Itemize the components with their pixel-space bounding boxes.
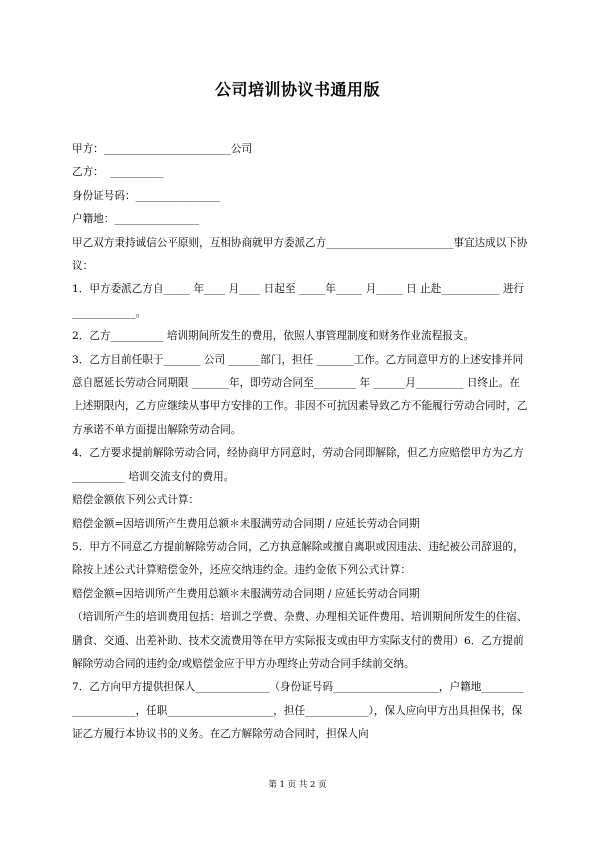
preamble-paragraph: 甲乙双方秉持诚信公平原则，互相协商就甲方委派乙方________________________事宜达成以下协议： [72, 236, 528, 273]
clause-1: 1．甲方委派乙方自_____ 年____ 月____ 日起至 _____年_____ 月_____ 日 止赴___________ 进行 ____________。 [72, 283, 528, 319]
formula-intro: 赔偿金额依下列公式计算： [72, 494, 200, 507]
party-b-line: 乙方： __________ [72, 166, 164, 179]
clause-4: 4．乙方要求提前解除劳动合同，经协商甲方同意时，劳动合同即解除，但乙方应赔偿甲方为乙方__________ 培训交流支付的费用。 [72, 447, 524, 483]
training-cost-note-and-clause-6: （培训所产生的培训费用包括：培训之学费、杂费、办理相关证件费用、培训期间所发生的住宿、膳食、交通、出差补助、技术交流费用等在甲方实际报支或由甲方实际支付的费用）6．乙方提前解除劳动合同的违约金/或赔偿金应于甲方办理终止劳动合同手续前交纳。 [72, 611, 528, 670]
household-registration-line: 户籍地：________________ [72, 213, 200, 226]
id-number-line: 身份证号码：________________ [72, 189, 221, 202]
formula-2: 赔偿金额=因培训所产生费用总额＊未服满劳动合同期 / 应延长劳动合同期 [72, 587, 420, 600]
page-footer: 第 1 页 共 2 页 [268, 780, 327, 790]
document-title: 公司培训协议书通用版 [214, 80, 380, 99]
clause-3: 3．乙方目前任职于_______ 公司 ______部门，担任 _______工作。乙方同意甲方的上述安排并同意自愿延长劳动合同期限 _______年，即劳动合同至________ 年 ______月_________ 日终止。在上述期限内，乙方应继续从事甲方安排的工作。非因不可抗因素导致乙方不能履行劳动合同时，乙方承诺不单方面提出解除劳动合同。 [72, 353, 528, 436]
formula-1: 赔偿金额=因培训所产生费用总额＊未服满劳动合同期 / 应延长劳动合同期 [72, 517, 420, 530]
party-a-line: 甲方：________________________公司 [72, 143, 253, 155]
clause-7: 7．乙方向甲方提供担保人______________（身份证号码____________________，户籍地____________________，任职____________________，担任____________），保人应向甲方出具担保书，保证乙方履行本协议书的义务。在乙方解除劳动合同时，担保人向 [72, 681, 524, 741]
clause-2: 2．乙方__________ 培训期间所发生的费用，依照人事管理制度和财务作业流程报支。 [72, 330, 475, 343]
document-body [72, 138, 528, 747]
clause-5: 5．甲方不同意乙方提前解除劳动合同，乙方执意解除或擅自离职或因违法、违纪被公司辞退的，除按上述公式计算赔偿金外，还应交纳违约金。违约金依下列公式计算： [72, 540, 524, 577]
